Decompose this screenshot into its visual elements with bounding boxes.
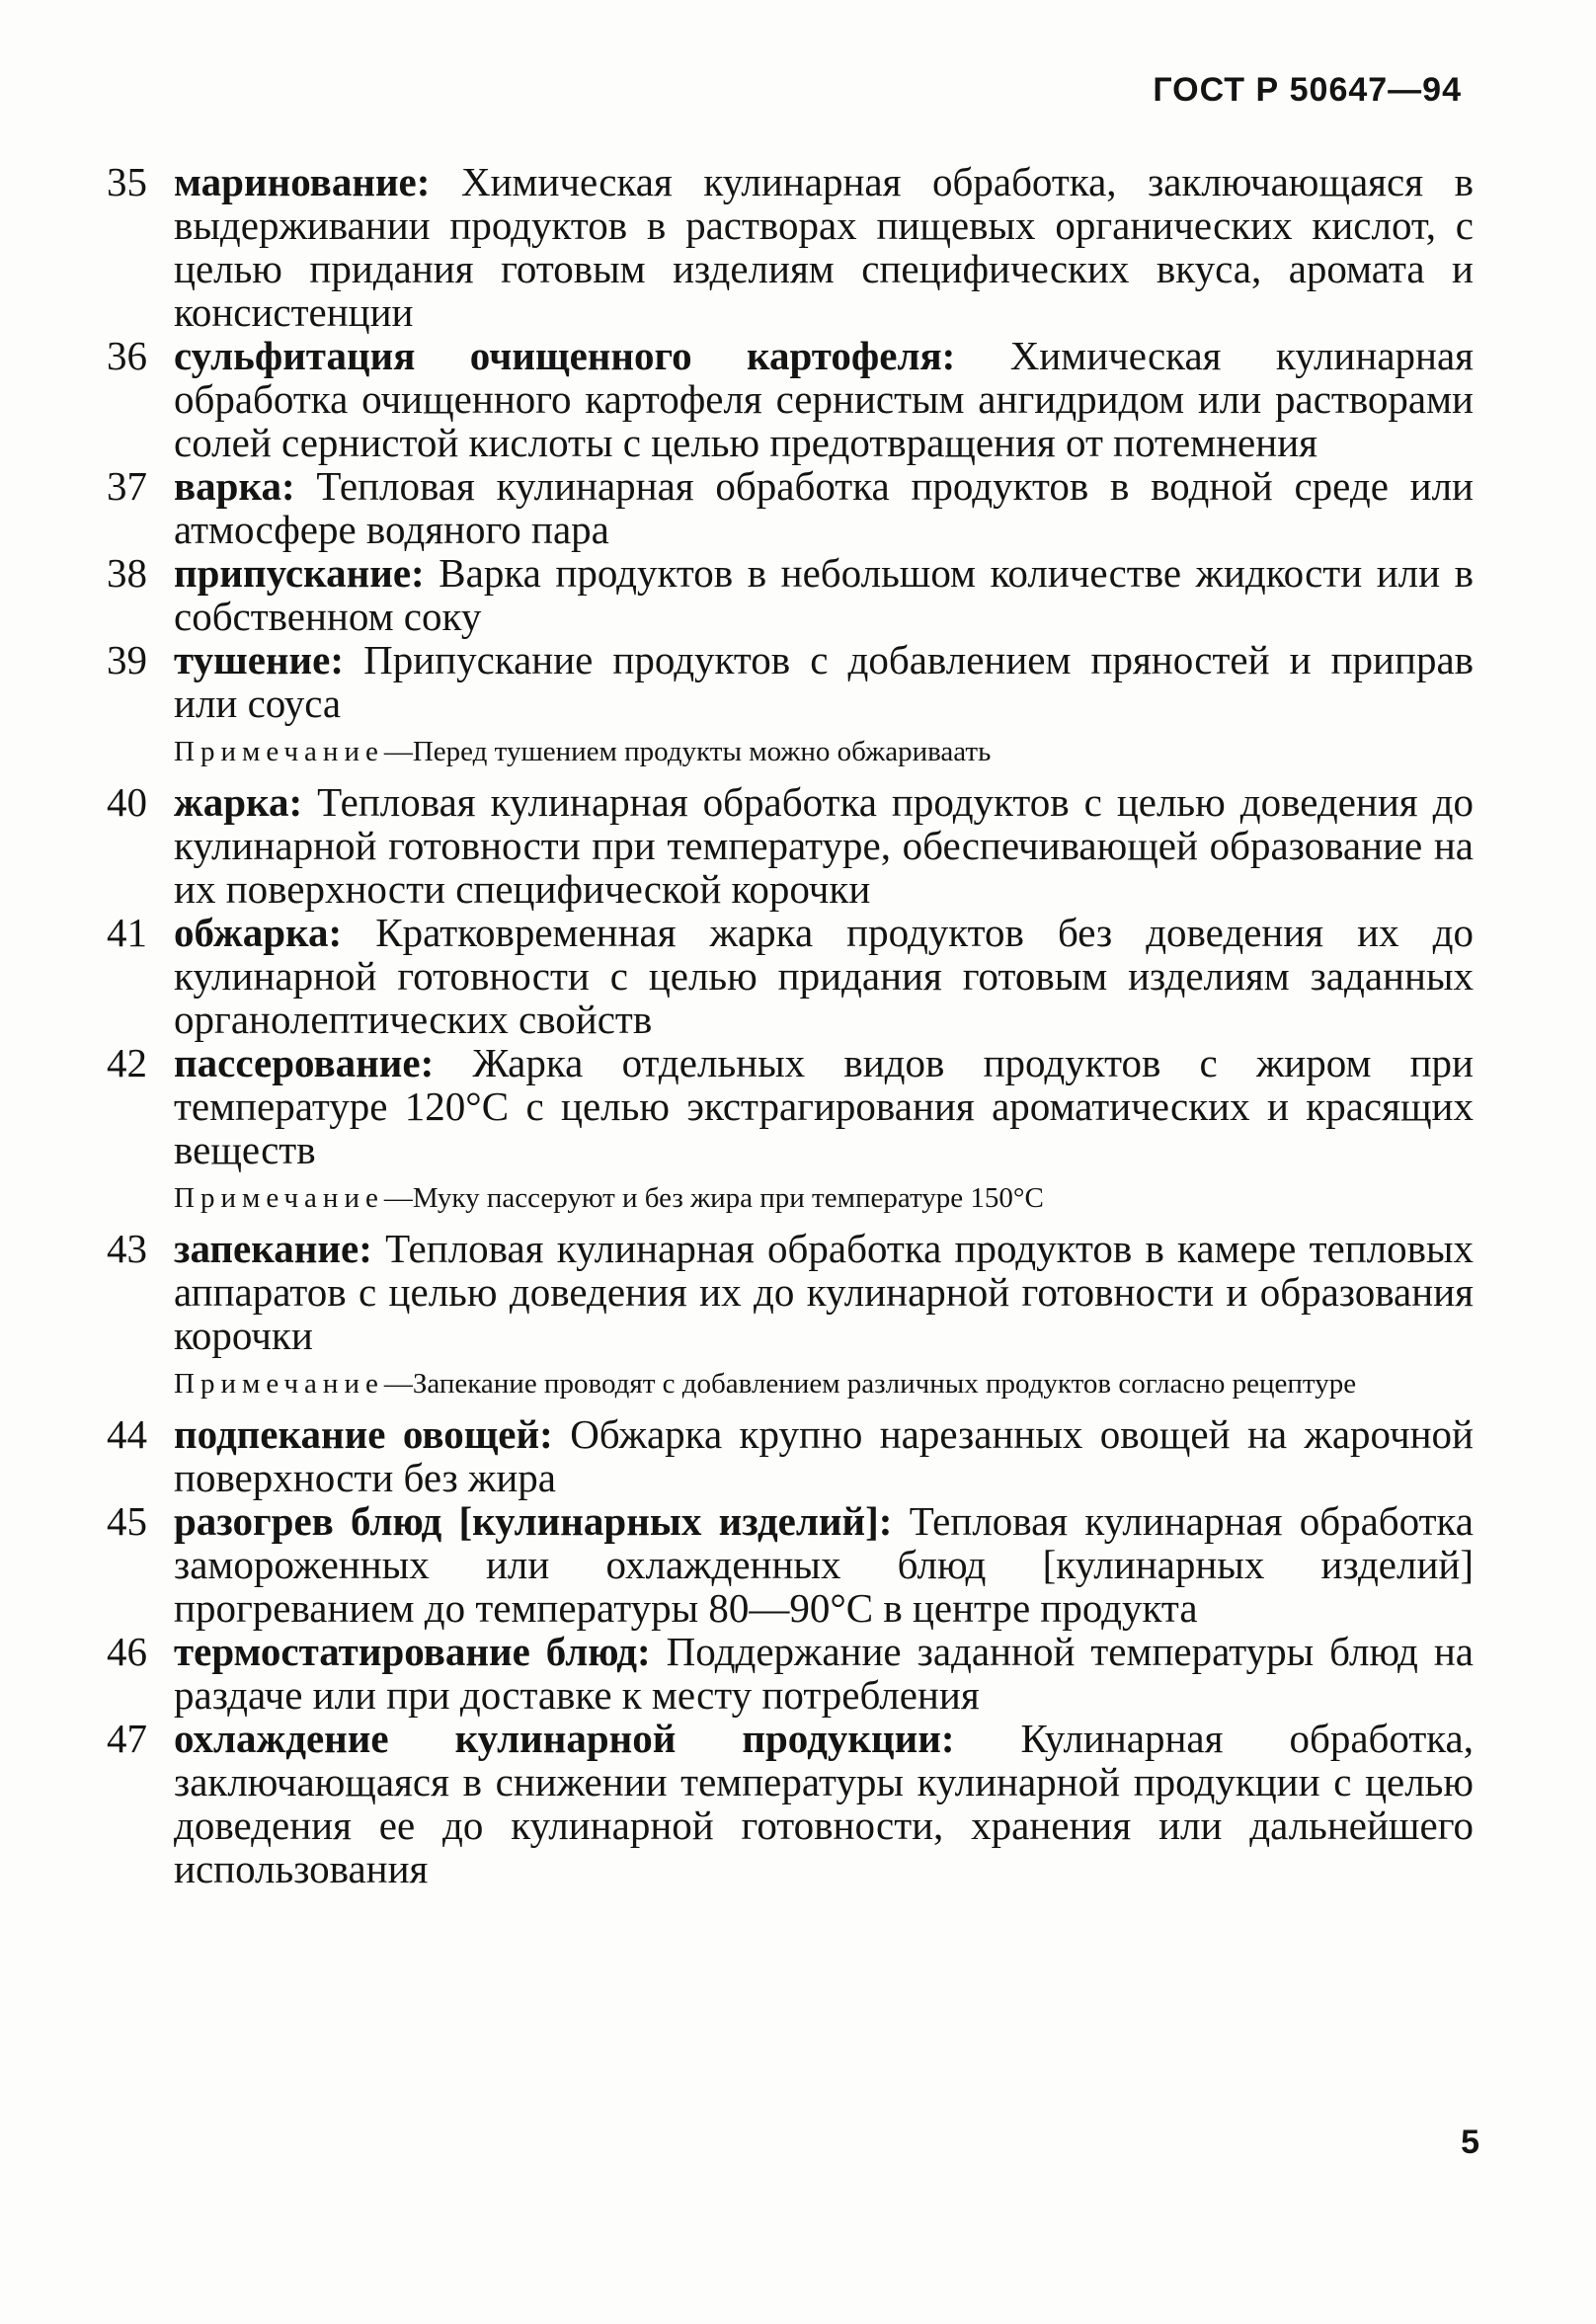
- term-definition: Кулинарная обработка, заключающаяся в снижении температуры кулинарной продукции с целью доведения ее до кулинарной готовности, хранения или дальнейшего использования: [174, 1716, 1475, 1891]
- note-43: [107, 1365, 1474, 1402]
- term-name: припускание:: [174, 550, 425, 596]
- note-label: Примечание: [174, 736, 384, 767]
- term-entry-37: [107, 464, 1474, 551]
- term-entry-40: [107, 780, 1474, 911]
- term-definition: Обжарка крупно нарезанных овощей на жарочной поверхности без жира: [174, 1411, 1474, 1500]
- term-number: 41: [107, 910, 147, 955]
- term-entry-42: [107, 1041, 1474, 1171]
- term-name: термостатирование блюд:: [174, 1629, 651, 1674]
- page-number: 5: [1461, 2124, 1479, 2161]
- term-number: 37: [107, 463, 147, 509]
- term-name: жарка:: [174, 779, 303, 825]
- term-number: 46: [107, 1629, 147, 1674]
- term-definition: Жарка отдельных видов продуктов с жиром при температуре 120°C с целью экстрагирования ароматических и красящих веществ: [174, 1040, 1474, 1172]
- term-name: маринование:: [174, 159, 431, 204]
- terms-list: [107, 160, 1474, 1890]
- term-name: запекание:: [174, 1226, 372, 1271]
- term-number: 35: [107, 159, 147, 204]
- term-number: 39: [107, 637, 147, 682]
- term-definition: Химическая кулинарная обработка очищенного картофеля сернистым ангидридом или растворами солей сернистой кислоты с целью предотвращения от потемнения: [174, 333, 1475, 465]
- term-entry-43: [107, 1227, 1474, 1357]
- term-number: 40: [107, 779, 147, 825]
- term-number: 44: [107, 1411, 147, 1457]
- term-definition: Тепловая кулинарная обработка продуктов с целью доведения до кулинарной готовности при температуре, обеспечивающей образование на их поверхности специфической корочки: [174, 779, 1475, 912]
- standard-header: ГОСТ Р 50647—94: [1153, 71, 1462, 109]
- term-number: 38: [107, 550, 147, 596]
- term-definition: Поддержание заданной температуры блюд на раздаче или при доставке к месту потребления: [174, 1629, 1474, 1718]
- note-42: [107, 1179, 1474, 1217]
- note-label: Примечание: [174, 1182, 384, 1214]
- term-entry-39: [107, 638, 1474, 725]
- term-name: сульфитация очищенного картофеля:: [174, 333, 956, 378]
- term-name: подпекание овощей:: [174, 1411, 553, 1457]
- term-number: 47: [107, 1716, 147, 1761]
- term-entry-45: [107, 1499, 1474, 1630]
- term-name: охлаждение кулинарной продукции:: [174, 1716, 955, 1761]
- term-name: варка:: [174, 463, 295, 509]
- term-name: тушение:: [174, 637, 345, 682]
- term-name: пассерование:: [174, 1040, 435, 1085]
- term-entry-36: [107, 334, 1474, 464]
- note-text: —Запекание проводят с добавлением различных продуктов согласно рецептуре: [383, 1368, 1357, 1400]
- term-entry-46: [107, 1630, 1474, 1717]
- term-name: разогрев блюд [кулинарных изделий]:: [174, 1498, 893, 1544]
- term-entry-41: [107, 911, 1474, 1041]
- term-number: 43: [107, 1226, 147, 1271]
- term-definition: Тепловая кулинарная обработка замороженных или охлажденных блюд [кулинарных изделий] прогреванием до температуры 80—90°C в центре продукта: [174, 1498, 1475, 1631]
- term-entry-44: [107, 1412, 1474, 1499]
- term-name: обжарка:: [174, 910, 343, 955]
- term-definition: Варка продуктов в небольшом количестве жидкости или в собственном соку: [174, 550, 1475, 639]
- term-definition: Припускание продуктов с добавлением пряностей и приправ или соуса: [174, 637, 1474, 726]
- term-number: 42: [107, 1040, 147, 1085]
- term-definition: Тепловая кулинарная обработка продуктов в водной среде или атмосфере водяного пара: [174, 463, 1474, 552]
- note-label: Примечание: [174, 1368, 384, 1400]
- term-entry-38: [107, 551, 1474, 638]
- term-number: 45: [107, 1498, 147, 1544]
- term-definition: Тепловая кулинарная обработка продуктов в камере тепловых аппаратов с целью доведения их до кулинарной готовности и образования корочки: [174, 1226, 1475, 1358]
- term-entry-47: [107, 1717, 1474, 1890]
- note-text: —Перед тушением продукты можно обжариваать: [383, 736, 992, 767]
- term-definition: Химическая кулинарная обработка, заключающаяся в выдерживании продуктов в растворах пищевых органических кислот, с целью придания готовым изделиям специфических вкуса, аромата и консистенции: [174, 159, 1474, 335]
- term-definition: Кратковременная жарка продуктов без доведения их до кулинарной готовности с целью придания готовым изделиям заданных органолептических свойств: [174, 910, 1475, 1042]
- term-entry-35: [107, 160, 1474, 334]
- note-text: —Муку пассеруют и без жира при температуре 150°C: [383, 1182, 1044, 1214]
- term-number: 36: [107, 333, 147, 378]
- note-39: [107, 733, 1474, 770]
